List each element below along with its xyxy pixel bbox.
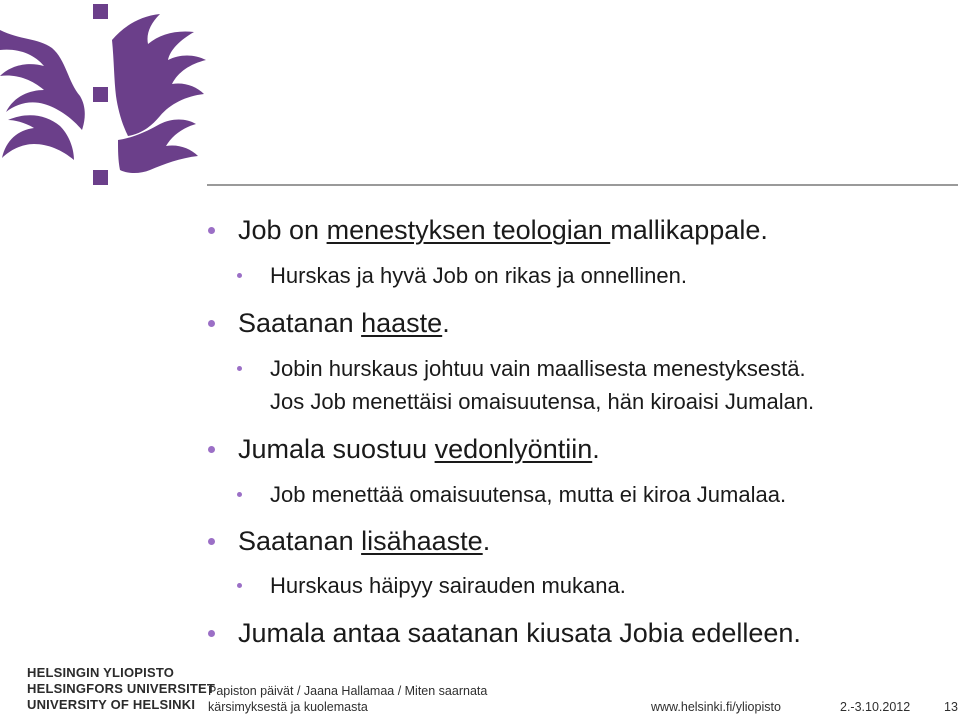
bullet-3-1 xyxy=(270,484,786,506)
bullet-2 xyxy=(238,310,450,337)
bullet-5-text: Jumala antaa saatanan kiusata Jobia edelleen. xyxy=(238,618,801,648)
bullet-dot-icon xyxy=(208,320,215,327)
bullet-4 xyxy=(238,528,490,555)
bullet-2-1-continued xyxy=(270,391,814,413)
page-number: 13 xyxy=(944,700,958,714)
bullet-3 xyxy=(238,436,600,463)
bullet-2-1 xyxy=(270,358,806,380)
bullet-2-link[interactable]: haaste xyxy=(361,308,443,338)
bullet-3-text-end: . xyxy=(592,434,600,464)
university-name-sv: HELSINGFORS UNIVERSITET xyxy=(27,681,216,696)
bullet-1-link[interactable]: menestyksen teologian xyxy=(326,215,611,245)
bullet-dot-icon xyxy=(208,538,215,545)
bullet-2-text-end: . xyxy=(442,308,450,338)
bullet-4-1 xyxy=(270,575,626,597)
bullet-3-link[interactable]: vedonlyöntiin xyxy=(434,434,593,464)
bullet-dot-icon xyxy=(208,227,215,234)
footer-presenter-line-1: Papiston päivät / Jaana Hallamaa / Miten saarnata xyxy=(208,684,488,698)
footer-presenter-line-2: kärsimyksestä ja kuolemasta xyxy=(208,700,368,714)
bullet-3-text: Jumala suostuu xyxy=(238,434,435,464)
university-name-fi: HELSINGIN YLIOPISTO xyxy=(27,665,175,680)
bullet-dot-icon xyxy=(237,583,242,588)
bullet-1-1 xyxy=(270,265,687,287)
bullet-4-1-text: Hurskaus häipyy sairauden mukana. xyxy=(270,573,626,598)
bullet-4-text-end: . xyxy=(482,526,491,556)
bullet-dot-icon xyxy=(208,630,215,637)
bullet-dot-icon xyxy=(237,492,242,497)
bullet-1-text-end: mallikappale. xyxy=(610,215,768,245)
bullet-5 xyxy=(238,620,801,647)
bullet-1-1-text: Hurskas ja hyvä Job on rikas ja onnellinen. xyxy=(270,263,688,288)
bullet-1-text: Job on xyxy=(238,215,327,245)
bullet-4-text: Saatanan xyxy=(238,526,362,556)
bullet-2-1b-text: Jos Job menettäisi omaisuutensa, hän kiroaisi Jumalan. xyxy=(270,389,815,414)
bullet-dot-icon xyxy=(237,366,242,371)
bullet-1 xyxy=(238,217,768,244)
bullet-2-text: Saatanan xyxy=(238,308,362,338)
university-name-en: UNIVERSITY OF HELSINKI xyxy=(27,697,196,712)
footer-url[interactable]: www.helsinki.fi/yliopisto xyxy=(651,700,781,714)
footer-date: 2.-3.10.2012 xyxy=(840,700,911,714)
bullet-2-1-text: Jobin hurskaus johtuu vain maallisesta menestyksestä. xyxy=(270,356,806,381)
bullet-4-link[interactable]: lisähaaste xyxy=(361,526,483,556)
bullet-dot-icon xyxy=(208,446,215,453)
bullet-dot-icon xyxy=(237,273,242,278)
bullet-3-1-text: Job menettää omaisuutensa, mutta ei kiroa Jumalaa. xyxy=(270,482,787,507)
